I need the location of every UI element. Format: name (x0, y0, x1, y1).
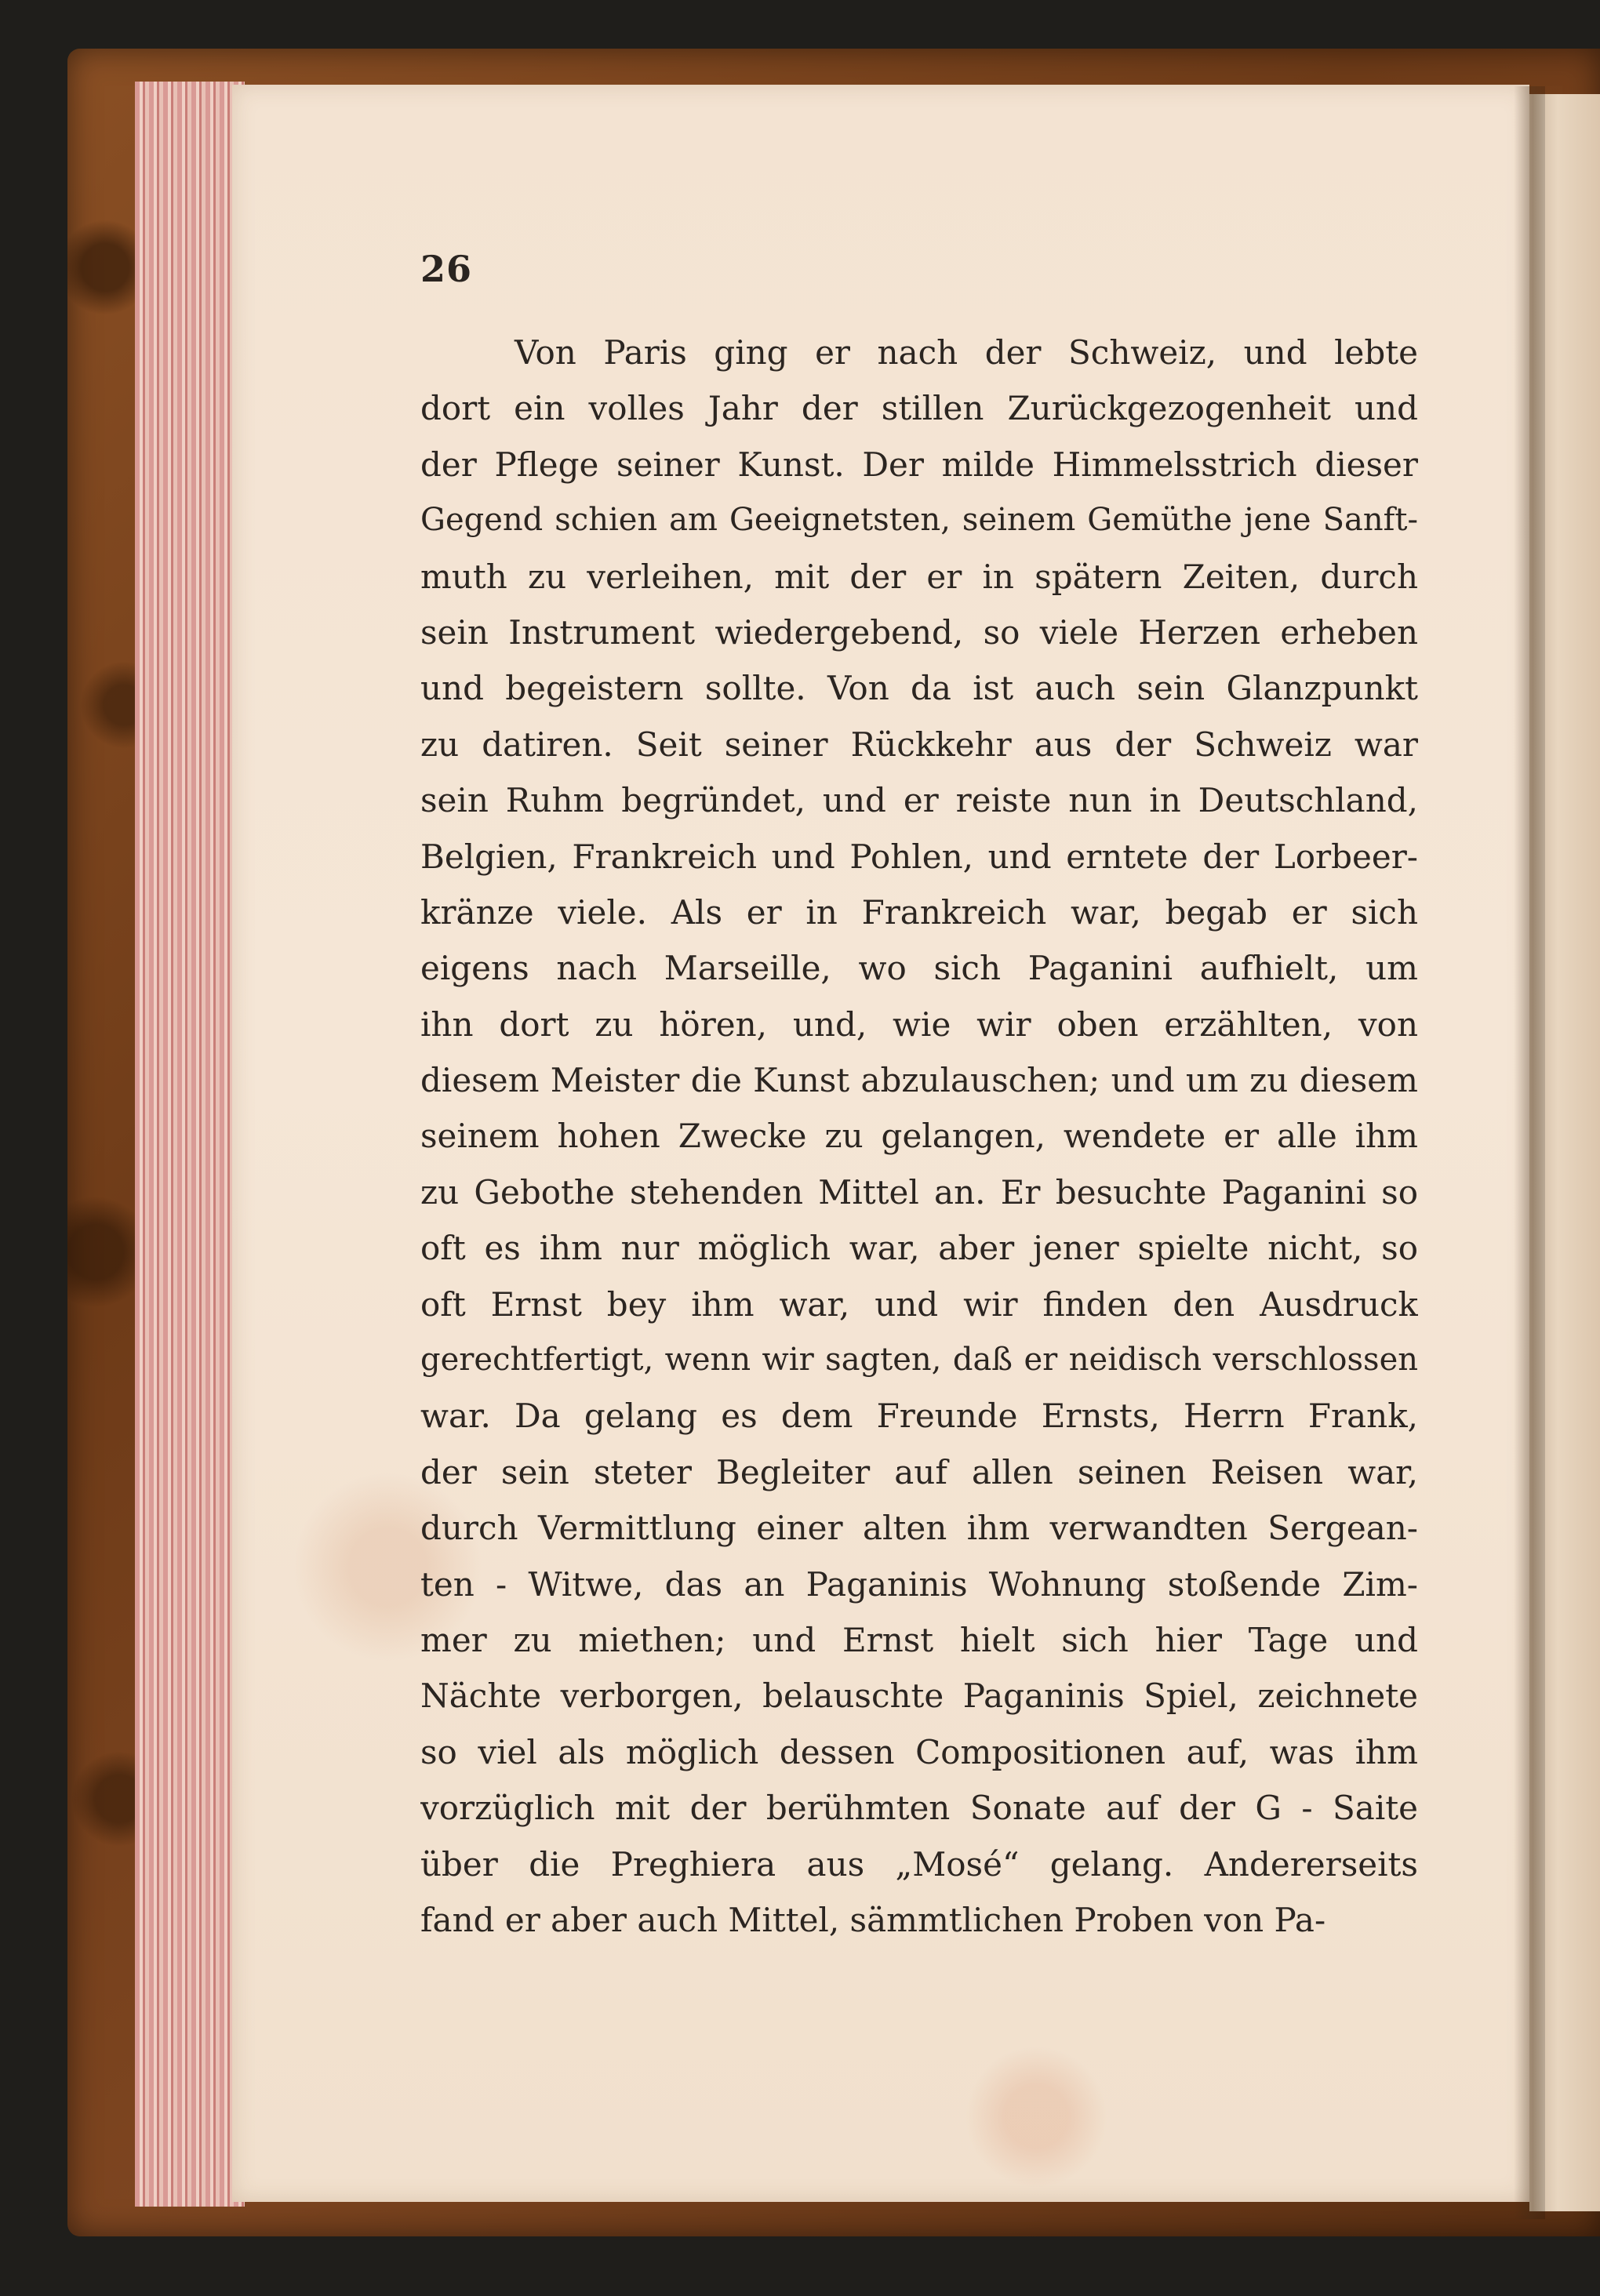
book-page (232, 85, 1529, 2202)
text-line: gerechtfertigt, wenn wir sagten, daß er neidisch verschlossen (420, 1342, 1418, 1379)
page-edges (135, 82, 245, 2207)
text-line: so viel als möglich dessen Compositionen auf, was ihm (420, 1732, 1418, 1771)
text-line: zu datiren. Seit seiner Rückkehr aus der Schweiz war (420, 725, 1418, 764)
text-line: dort ein volles Jahr der stillen Zurückgezogenheit und (420, 389, 1418, 428)
text-line: ihn dort zu hören, und, wie wir oben erzählten, von (420, 1004, 1418, 1044)
text-line: oft es ihm nur möglich war, aber jener spielte nicht, so (420, 1229, 1418, 1268)
text-line: vorzüglich mit der berühmten Sonate auf der G - Saite (420, 1789, 1418, 1828)
page-gutter-shadow (1514, 86, 1545, 2219)
text-line: seinem hohen Zwecke zu gelangen, wendete er alle ihm (420, 1117, 1418, 1156)
text-line: oft Ernst bey ihm war, und wir finden den Ausdruck (420, 1284, 1418, 1324)
text-line: Von Paris ging er nach der Schweiz, und lebte (515, 333, 1418, 372)
text-line: mer zu miethen; und Ernst hielt sich hier Tage und (420, 1620, 1418, 1659)
text-line: und begeistern sollte. Von da ist auch sein Glanzpunkt (420, 669, 1418, 708)
page-text (420, 325, 1418, 1948)
text-line: kränze viele. Als er in Frankreich war, begab er sich (420, 892, 1418, 932)
text-line: über die Preghiera aus „Mosé“ gelang. Andererseits (420, 1844, 1418, 1884)
page-number: 26 (420, 248, 473, 290)
text-line: Belgien, Frankreich und Pohlen, und erntete der Lorbeer- (420, 837, 1418, 876)
text-line: durch Vermittlung einer alten ihm verwandten Sergean- (420, 1509, 1418, 1548)
text-line: der Pflege seiner Kunst. Der milde Himmelsstrich dieser (420, 445, 1418, 484)
text-line: fand er aber auch Mittel, sämmtlichen Proben von Pa- (420, 1900, 1326, 1939)
text-line: der sein steter Begleiter auf allen seinen Reisen war, (420, 1452, 1418, 1491)
text-line: ten - Witwe, das an Paganinis Wohnung stoßende Zim- (420, 1564, 1418, 1604)
text-line: sein Instrument wiedergebend, so viele Herzen erheben (420, 612, 1418, 652)
text-line: eigens nach Marseille, wo sich Paganini aufhielt, um (420, 949, 1418, 988)
text-line: zu Gebothe stehenden Mittel an. Er besuchte Paganini so (420, 1172, 1418, 1212)
text-line: Gegend schien am Geeignetsten, seinem Gemüthe jene Sanft- (420, 502, 1418, 539)
text-line: war. Da gelang es dem Freunde Ernsts, Herrn Frank, (420, 1397, 1418, 1436)
text-line: diesem Meister die Kunst abzulauschen; und um zu diesem (420, 1061, 1418, 1100)
text-line: muth zu verleihen, mit der er in spätern Zeiten, durch (420, 557, 1418, 596)
text-line: Nächte verborgen, belauschte Paganinis Spiel, zeichnete (420, 1677, 1418, 1716)
text-line: sein Ruhm begründet, und er reiste nun in Deutschland, (420, 781, 1418, 820)
